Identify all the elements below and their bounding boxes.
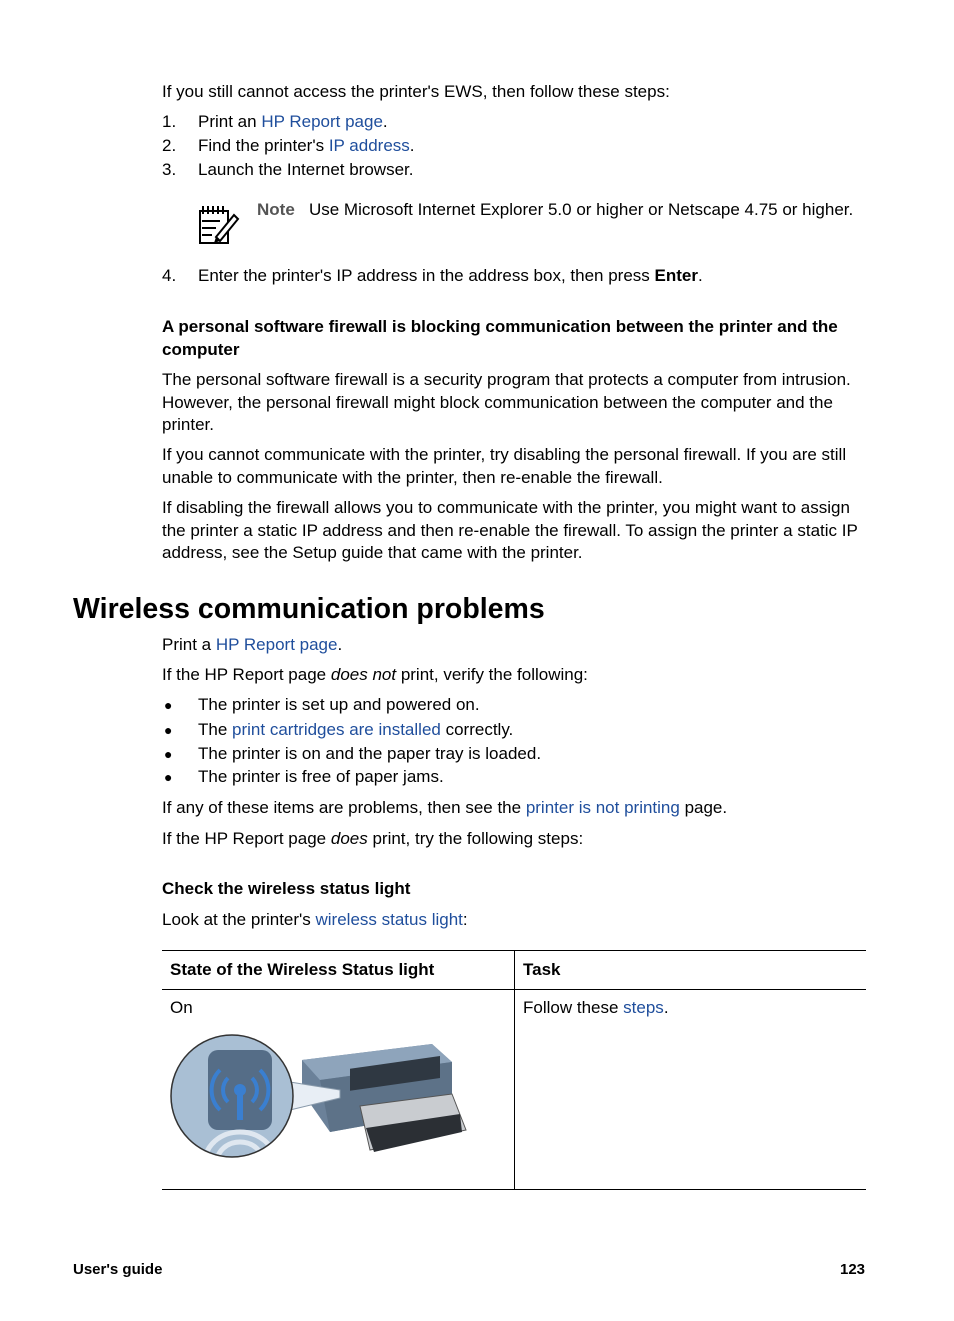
hp-report-page-link[interactable]: HP Report page [215, 635, 338, 654]
table-header-state: State of the Wireless Status light [162, 951, 515, 990]
bullet-item [198, 695, 480, 715]
note-label: Note [257, 200, 295, 219]
step-number: 4. [162, 266, 177, 285]
table-cell-task [515, 990, 867, 1190]
state-text: On [170, 998, 193, 1017]
problems-line [162, 797, 868, 820]
footer-title: User's guide [73, 1261, 163, 1278]
print-report-line [162, 634, 868, 657]
wireless-light-printer-image [170, 1032, 506, 1167]
doesnot-text: If the HP Report page [162, 665, 331, 684]
bullet-icon: ● [164, 746, 173, 762]
step-text-end: . [698, 266, 703, 285]
table-header-task: Task [515, 951, 867, 990]
step-2 [198, 136, 415, 156]
page-number: 123 [840, 1261, 866, 1278]
step-text: Print an [198, 112, 262, 131]
bullet-text: The printer is set up and powered on. [198, 695, 480, 714]
step-number: 2. [162, 136, 177, 155]
print-text: Print a [162, 635, 216, 654]
check-heading [162, 878, 868, 901]
bullet-item [198, 744, 541, 764]
does-not-print-line [162, 664, 868, 687]
step-text: Find the printer's [198, 136, 329, 155]
look-line [162, 909, 868, 932]
table-row [162, 990, 866, 1190]
bullet-text: The printer is on and the paper tray is loaded. [198, 744, 542, 763]
hp-report-page-link[interactable]: HP Report page [261, 112, 383, 131]
steps-link[interactable]: steps [623, 998, 664, 1017]
problems-text-end: page. [679, 798, 728, 817]
step-3 [198, 160, 413, 180]
firewall-heading-text: A personal software firewall is blocking communication between the printer and the computer [162, 317, 838, 359]
bullet-text: The [198, 720, 233, 739]
print-cartridges-link[interactable]: print cartridges are installed [232, 720, 441, 739]
step-1 [198, 112, 388, 132]
doesnot-text-end: print, verify the following: [396, 665, 588, 684]
bullet-icon: ● [164, 697, 173, 713]
print-text-end: . [337, 635, 343, 654]
status-table [162, 950, 866, 1190]
table-header-row [162, 951, 866, 990]
step-number: 1. [162, 112, 177, 131]
bullet-icon: ● [164, 722, 173, 738]
note-text: Use Microsoft Internet Explorer 5.0 or higher or Netscape 4.75 or higher. [308, 200, 854, 219]
does-text: If the HP Report page [162, 829, 331, 848]
does-emphasis: does [330, 829, 368, 848]
printer-not-printing-link[interactable]: printer is not printing [525, 798, 680, 817]
bullet-item [198, 767, 444, 787]
look-text-end: : [462, 910, 468, 929]
check-heading-text: Check the wireless status light [162, 879, 411, 898]
task-text: Follow these [523, 998, 624, 1017]
note-icon [196, 203, 240, 247]
intro-text: If you still cannot access the printer's EWS, then follow these steps: [162, 82, 670, 101]
enter-key-label: Enter [654, 266, 698, 285]
firewall-paragraph-2: If you cannot communicate with the printer, try disabling the personal firewall. If you are still unable to communicate with the printer, then re-enable the firewall. [162, 445, 847, 487]
step-text: Enter the printer's IP address in the address box, then press [198, 266, 655, 285]
problems-text: If any of these items are problems, then see the [162, 798, 526, 817]
does-text-end: print, try the following steps: [367, 829, 584, 848]
step-text-end: . [382, 112, 388, 131]
wireless-status-light-link[interactable]: wireless status light [315, 910, 463, 929]
bullet-item [198, 720, 513, 740]
step-4 [198, 266, 703, 286]
step-text-end: . [409, 136, 415, 155]
does-print-line [162, 828, 868, 851]
firewall-heading [162, 316, 868, 361]
note [257, 199, 857, 222]
ip-address-link[interactable]: IP address [328, 136, 410, 155]
step-number: 3. [162, 160, 177, 179]
bullet-text: The printer is free of paper jams. [198, 767, 444, 786]
section-title [73, 593, 545, 626]
bullet-icon: ● [164, 769, 173, 785]
step-text: Launch the Internet browser. [198, 160, 414, 179]
table-cell-state [162, 990, 515, 1190]
section-title-text: Wireless communication problems [73, 593, 545, 625]
firewall-paragraph-1: The personal software firewall is a security program that protects a computer from intrusion. However, the personal firewall might block communication between the computer and the printer. [162, 370, 851, 434]
bullet-text-end: correctly. [440, 720, 514, 739]
firewall-paragraph-3: If disabling the firewall allows you to communicate with the printer, you might want to assign the printer a static IP address and then re-enable the firewall. To assign the printer a static IP address, see the Setup guide that came with the printer. [162, 498, 858, 562]
look-text: Look at the printer's [162, 910, 316, 929]
doesnot-emphasis: does not [330, 665, 397, 684]
task-text-end: . [663, 998, 669, 1017]
